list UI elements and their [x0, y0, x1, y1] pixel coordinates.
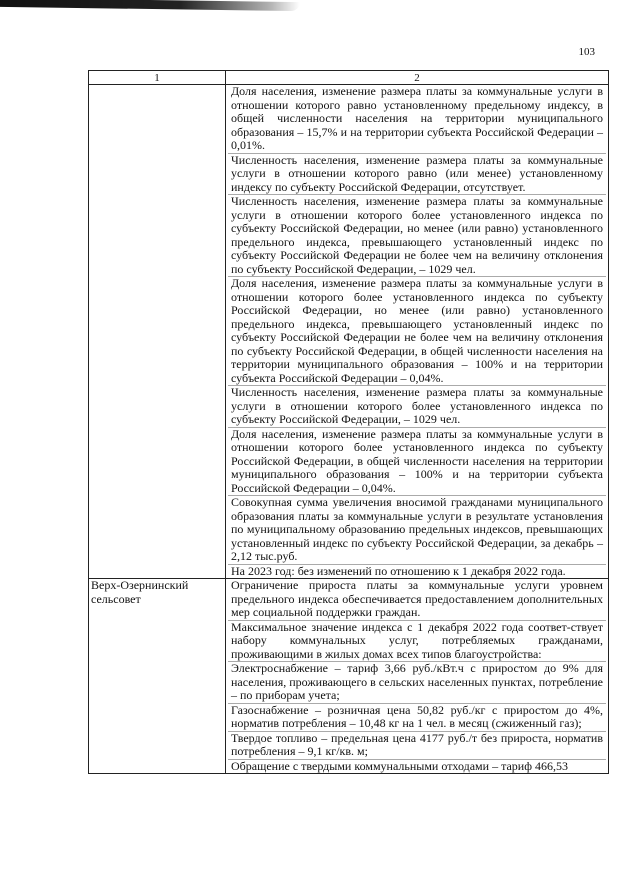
content-cell	[226, 85, 609, 579]
table-row	[89, 579, 609, 774]
paragraph: Электроснабжение – тариф 3,66 руб./кВт.ч с приростом до 9% для населения, проживающего в сельских населенных пунктах, потребление – по приборам учета;	[228, 662, 606, 704]
column-header-2: 2	[226, 71, 609, 85]
paragraph: Обращение с твердыми коммунальными отходами – тариф 466,53	[231, 758, 568, 773]
paragraph: Ограничение прироста платы за коммунальные услуги уровнем предельного индекса обеспечивается предоставлением дополнительных мер социальной поддержки граждан.	[228, 579, 606, 621]
paragraph: Максимальное значение индекса с 1 декабря 2022 года соответ-ствует набору коммунальных услуг, потребляемых гражданами, проживающими в жилых домах всех типов благоустройства:	[228, 621, 606, 663]
page-number: 103	[578, 46, 595, 58]
paragraph: Твердое топливо – предельная цена 4177 руб./т без прироста, норматив потребления – 9,1 кг/кв. м;	[228, 732, 606, 760]
content-cell	[226, 579, 609, 774]
paragraph: На 2023 год: без изменений по отношению к 1 декабря 2022 года.	[231, 563, 566, 578]
paragraph: Численность населения, изменение размера платы за коммунальные услуги в отношении которого равно (или менее) установленному индексу по субъекту Российской Федерации, отсутствует.	[228, 154, 606, 196]
column-header-1: 1	[89, 71, 226, 85]
paragraph: Доля населения, изменение размера платы за коммунальные услуги в отношении которого более установленного индекса по субъекту Российской Федерации, но менее (или равно) установленного предельного индекса, превышающего установленный индекс по субъекту Российской Федерации не более чем на величину отклонения по субъекту Российской Федерации, в общей численности населения на территории муниципального образования – 100% и на территории субъекта Российской Федерации – 0,04%.	[228, 277, 606, 386]
paragraph: Доля населения, изменение размера платы за коммунальные услуги в отношении которого равно установленному предельному индексу, в общей численности населения на территории муниципального образования – 15,7% и на территории субъекта Российской Федерации – 0,01%.	[228, 85, 606, 154]
paragraph: Газоснабжение – розничная цена 50,82 руб./кг с приростом до 4%, норматив потребления – 10,48 кг на 1 чел. в месяц (сжиженный газ);	[228, 704, 606, 732]
paragraph: Численность населения, изменение размера платы за коммунальные услуги в отношении которого более установленного индекса по субъекту Российской Федерации, но менее (или равно) установленного предельного индекса, превышающего установленный индекс по субъекту Российской Федерации не более чем на величину отклонения по субъекту Российской Федерации, – 1029 чел.	[228, 195, 606, 277]
paragraph: Доля населения, изменение размера платы за коммунальные услуги в отношении которого более установленного индекса по субъекту Российской Федерации, в общей численности населения на территории муниципального образования – 100% и на территории субъекта Российской Федерации – 0,04%.	[228, 428, 606, 497]
scan-artifact-streak	[0, 0, 300, 11]
region-cell	[89, 85, 226, 579]
document-table	[88, 70, 609, 774]
table-row	[89, 85, 609, 579]
region-cell: Верх-Озернинский сельсовет	[89, 579, 226, 774]
paragraph: Совокупная сумма увеличения вносимой гражданами муниципального образования платы за коммунальные услуги в результате установления по муниципальному образованию предельных индексов, превышающих установленный индекс по субъекту Российской Федерации, за декабрь – 2,12 тыс.руб.	[228, 496, 606, 565]
paragraph: Численность населения, изменение размера платы за коммунальные услуги в отношении которого более установленного индекса по субъекту Российской Федерации, – 1029 чел.	[228, 386, 606, 428]
table-header-row	[89, 71, 609, 85]
